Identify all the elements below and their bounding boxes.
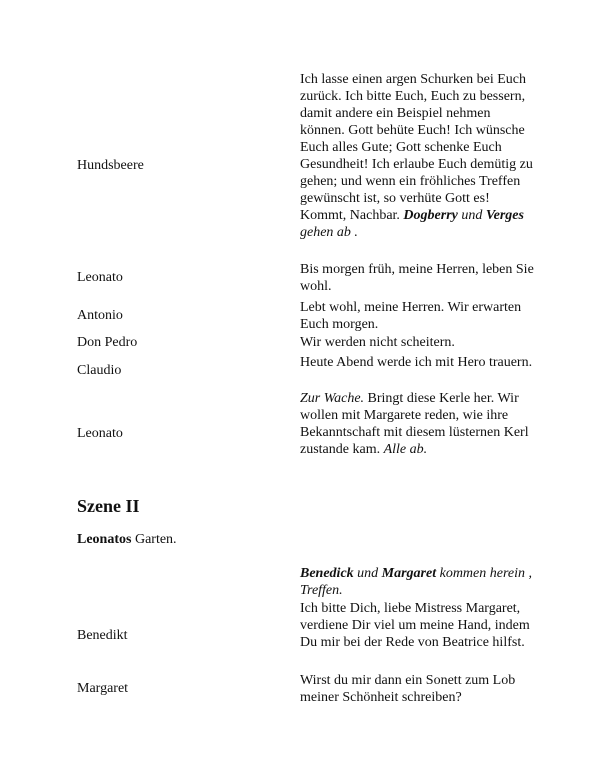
location-rest: Garten. [131,532,177,547]
speech-fragment: Benedick [300,566,354,581]
speech-fragment: Wirst du mir dann ein Sonett zum Lob meiner Schönheit schreiben? [300,673,516,705]
location-name: Leonatos [77,532,132,547]
speech-fragment: Ich lasse einen argen Schurken bei Euch zurück. Ich bitte Euch, Euch zu bessern, damit andere ein Beispiel nehmen können. Gott behüte Euch! Ich wünsche Euch alles Gute; Gott schenke Euch Gesundheit! Ich erlaube Euch demütig zu gehen; und wenn ein fröhliches Treffen gewünscht ist, so verhüte Gott es! Kommt, Nachbar. [300,72,533,223]
speech-fragment: Bringt diese Kerle her. Wir wollen mit Margarete reden, wie ihre Bekanntschaft mit diesem lüsternen Kerl zustande kam. [300,391,529,457]
speech-fragment: Verges [485,208,524,223]
speech-text [300,299,536,333]
speech-text [300,71,536,241]
speech-fragment: Dogberry [403,208,458,223]
speech-fragment: Lebt wohl, meine Herren. Wir erwarten Euch morgen. [300,300,522,332]
speaker-name: Hundsbeere [77,158,144,173]
scene-title: Szene II [77,496,140,516]
speaker-name: Leonato [77,270,123,285]
speech-text [300,334,536,351]
speech-fragment: Heute Abend werde ich mit Hero trauern. [300,355,533,370]
speech-text [300,261,536,295]
speech-fragment: Zur Wache. [300,391,365,406]
speaker-name: Margaret [77,681,129,696]
speech-text [300,390,536,458]
speaker-name: Claudio [77,363,122,378]
speech-text [300,600,536,651]
speech-fragment: Wir werden nicht scheitern. [300,335,455,350]
speech-fragment: Bis morgen früh, meine Herren, leben Sie wohl. [300,262,534,294]
speech-fragment: und [353,566,382,581]
speech-fragment: und [457,208,486,223]
speech-fragment: kommen herein , Treffen. [300,566,533,598]
scene-location [77,532,177,548]
speech-fragment: Margaret [381,566,437,581]
stage-direction [300,565,536,599]
speaker-name: Leonato [77,426,123,441]
speech-fragment: gehen ab . [300,225,358,240]
speaker-name: Don Pedro [77,335,138,350]
speech-fragment: Ich bitte Dich, liebe Mistress Margaret, verdiene Dir viel um meine Hand, indem Du mir bei der Rede von Beatrice hilfst. [300,601,530,650]
speech-fragment: Alle ab. [383,442,428,457]
speaker-name: Antonio [77,308,123,323]
speaker-name: Benedikt [77,628,128,643]
speech-text [300,354,536,371]
speech-text [300,672,536,706]
